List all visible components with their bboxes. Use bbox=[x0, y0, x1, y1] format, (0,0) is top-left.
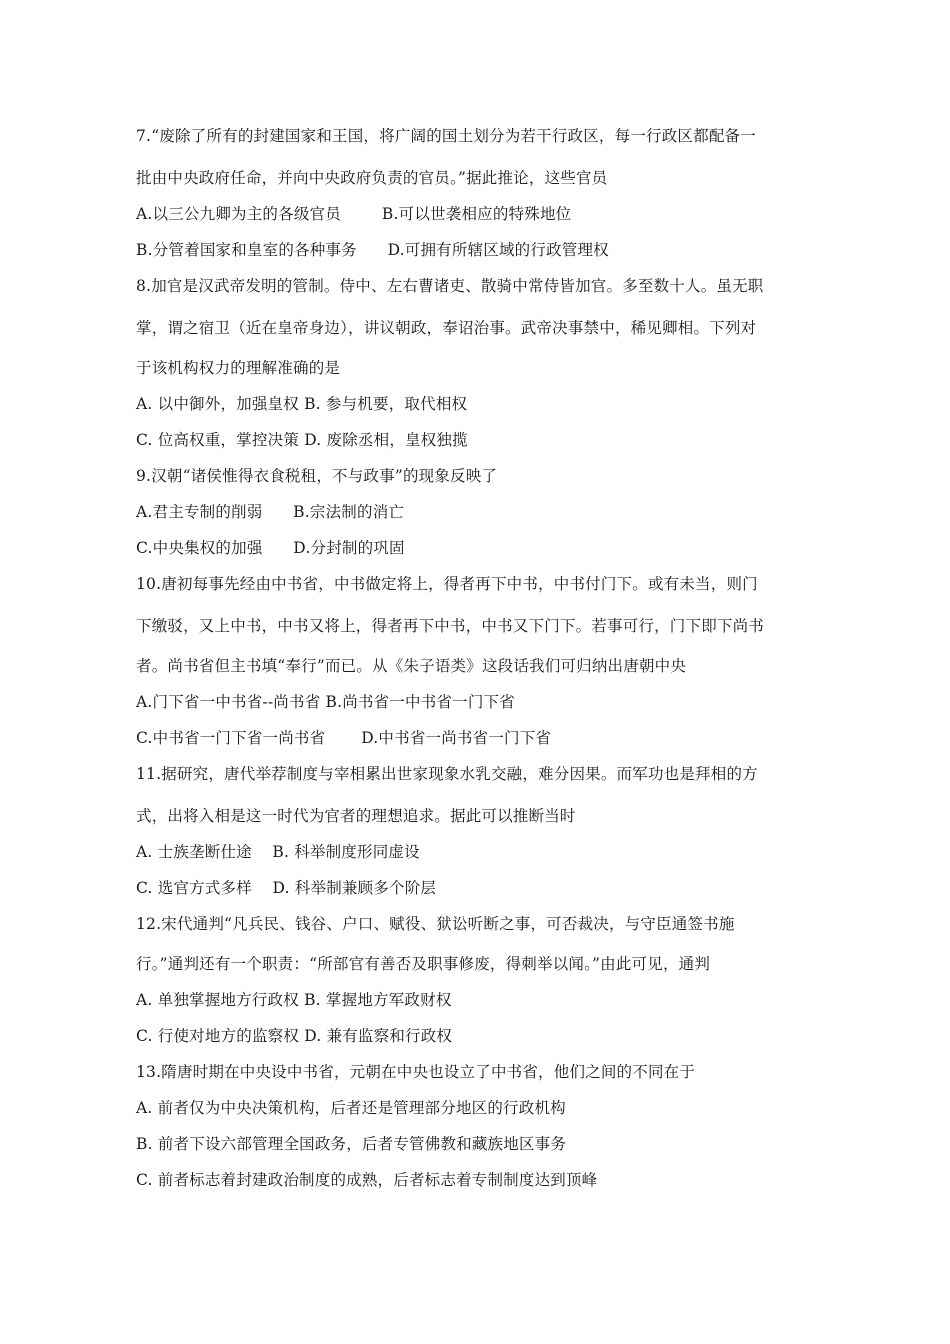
question-8-stem-line-2: 掌，谓之宿卫（近在皇帝身边），讲议朝政，奉诏治事。武帝决事禁中，稀见卿相。下列对 bbox=[136, 319, 757, 337]
question-11-stem-line-2: 式，出将入相是这一时代为官者的理想追求。据此可以推断当时 bbox=[136, 807, 576, 825]
question-12-options-line-2: C. 行使对地方的监察权 D. 兼有监察和行政权 bbox=[136, 1027, 453, 1045]
question-12-stem-line-2: 行。”通判还有一个职责：“所部官有善否及职事修废，得刺举以闻。”由此可见，通判 bbox=[136, 955, 711, 973]
question-9-stem-line-1: 9.汉朝“诸侯惟得衣食税租，不与政事”的现象反映了 bbox=[136, 467, 498, 485]
question-8-options-line-1: A. 以中御外，加强皇权 B. 参与机要，取代相权 bbox=[136, 395, 468, 413]
question-12-options-line-1: A. 单独掌握地方行政权 B. 掌握地方军政财权 bbox=[136, 991, 452, 1009]
question-7-options-line-2: B.分管着国家和皇室的各种事务 D.可拥有所辖区域的行政管理权 bbox=[136, 241, 609, 259]
question-13-stem-line-1: 13.隋唐时期在中央设中书省，元朝在中央也设立了中书省，他们之间的不同在于 bbox=[136, 1063, 696, 1081]
question-10-stem-line-2: 下缴驳，又上中书，中书又将上，得者再下中书，中书又下门下。若事可行，门下即下尚书 bbox=[136, 617, 765, 635]
question-8-options-line-2: C. 位高权重，掌控决策 D. 废除丞相，皇权独揽 bbox=[136, 431, 468, 449]
question-10-stem-line-1: 10.唐初每事先经由中书省，中书做定将上，得者再下中书，中书付门下。或有未当，则门 bbox=[136, 575, 758, 593]
question-13-options-line-3: C. 前者标志着封建政治制度的成熟，后者标志着专制制度达到顶峰 bbox=[136, 1171, 598, 1189]
question-13-options-line-2: B. 前者下设六部管理全国政务，后者专管佛教和藏族地区事务 bbox=[136, 1135, 567, 1153]
question-7-stem-line-2: 批由中央政府任命，并向中央政府负责的官员。”据此推论，这些官员 bbox=[136, 169, 608, 187]
question-10-options-line-2: C.中书省一门下省一尚书省 D.中书省一尚书省一门下省 bbox=[136, 729, 552, 747]
question-10-stem-line-3: 者。尚书省但主书填“奉行”而已。从《朱子语类》这段话我们可归纳出唐朝中央 bbox=[136, 657, 687, 675]
question-9-options-line-1: A.君主专制的削弱 B.宗法制的消亡 bbox=[136, 503, 405, 521]
question-11-options-line-1: A. 士族垄断仕途 B. 科举制度形同虚设 bbox=[136, 843, 420, 861]
question-7-options-line-1: A.以三公九卿为主的各级官员 B.可以世袭相应的特殊地位 bbox=[136, 205, 572, 223]
question-11-stem-line-1: 11.据研究，唐代举荐制度与宰相累出世家现象水乳交融，难分因果。而军功也是拜相的方 bbox=[136, 765, 758, 783]
question-13-options-line-1: A. 前者仅为中央决策机构，后者还是管理部分地区的行政机构 bbox=[136, 1099, 566, 1117]
question-11-options-line-2: C. 选官方式多样 D. 科举制兼顾多个阶层 bbox=[136, 879, 437, 897]
question-9-options-line-2: C.中央集权的加强 D.分封制的巩固 bbox=[136, 539, 405, 557]
question-12-stem-line-1: 12.宋代通判“凡兵民、钱谷、户口、赋役、狱讼听断之事，可否裁决，与守臣通签书施 bbox=[136, 915, 735, 933]
question-8-stem-line-3: 于该机构权力的理解准确的是 bbox=[136, 359, 341, 377]
question-10-options-line-1: A.门下省一中书省--尚书省 B.尚书省一中书省一门下省 bbox=[136, 693, 515, 711]
question-8-stem-line-1: 8.加官是汉武帝发明的管制。侍中、左右曹诸吏、散骑中常侍皆加官。多至数十人。虽无职 bbox=[136, 277, 764, 295]
question-7-stem-line-1: 7.“废除了所有的封建国家和王国，将广阔的国土划分为若干行政区，每一行政区都配备一 bbox=[136, 127, 756, 145]
